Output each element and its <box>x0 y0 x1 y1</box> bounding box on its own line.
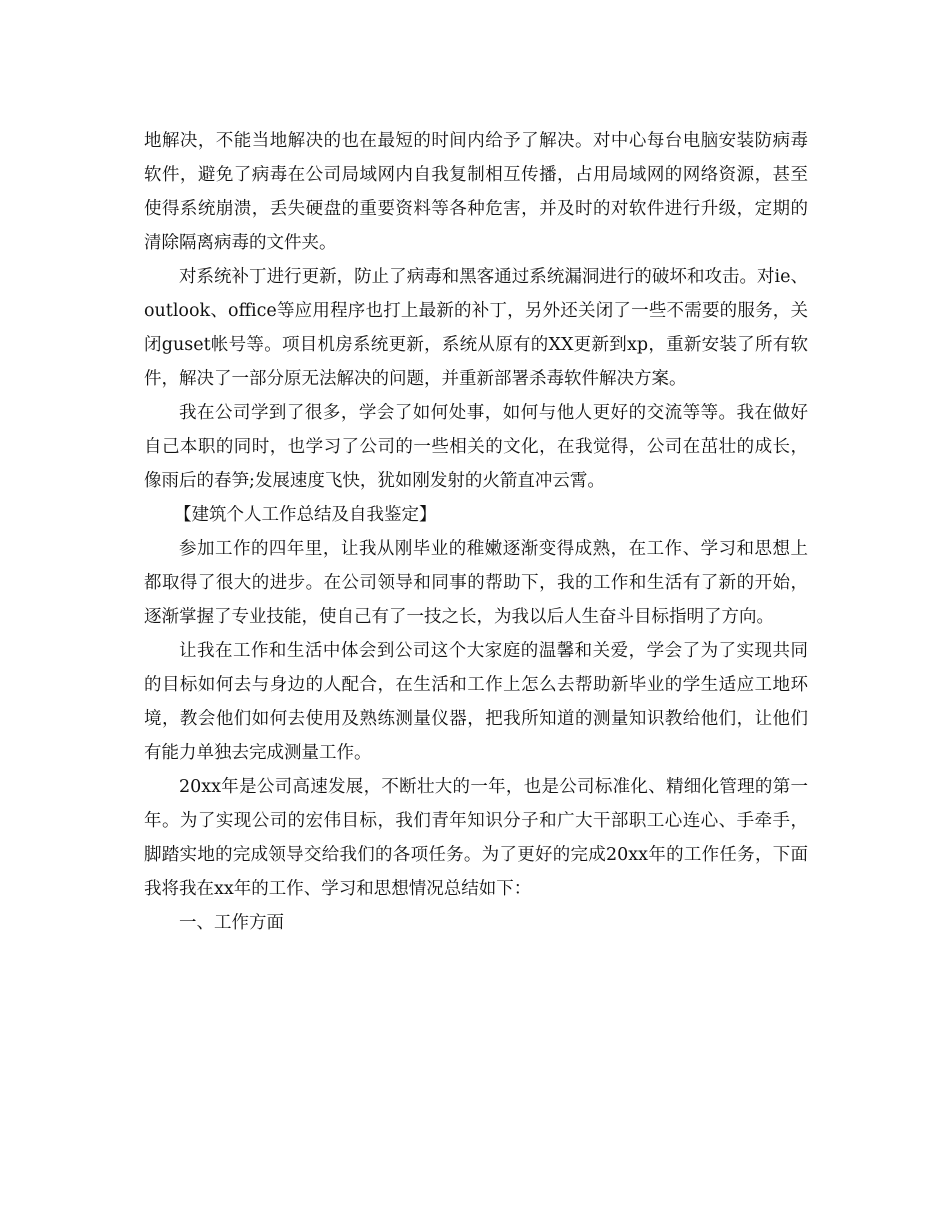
subsection-heading-work: 一、工作方面 <box>179 913 284 933</box>
paragraph-year-summary: 20xx年是公司高速发展，不断壮大的一年，也是公司标准化、精细化管理的第一年。为了实现公司的宏伟目标，我们青年知识分子和广大干部职工心连心、手牵手，脚踏实地的完成领导交给我们的各项任务。为了更好的完成20xx年的工作任务，下面我将我在xx年的工作、学习和思想情况总结如下： <box>144 777 808 899</box>
paragraph-antivirus: 地解决，不能当地解决的也在最短的时间内给予了解决。对中心每台电脑安装防病毒软件，避免了病毒在公司局域网内自我复制相互传播，占用局域网的网络资源，甚至使得系统崩溃，丢失硬盘的重要资料等各种危害，并及时的对软件进行升级，定期的清除隔离病毒的文件夹。 <box>144 131 808 253</box>
paragraph-four-years: 参加工作的四年里，让我从刚毕业的稚嫩逐渐变得成熟，在工作、学习和思想上都取得了很大的进步。在公司领导和同事的帮助下，我的工作和生活有了新的开始，逐渐掌握了专业技能，使自己有了一技之长，为我以后人生奋斗目标指明了方向。 <box>144 539 808 627</box>
section-heading: 【建筑个人工作总结及自我鉴定】 <box>174 505 437 525</box>
document-body <box>144 124 808 940</box>
paragraph-company-learning: 我在公司学到了很多，学会了如何处事，如何与他人更好的交流等等。我在做好自己本职的同时，也学习了公司的一些相关的文化，在我觉得，公司在茁壮的成长，像雨后的春笋;发展速度飞快，犹如刚发射的火箭直冲云霄。 <box>144 403 808 491</box>
paragraph-teamwork: 让我在工作和生活中体会到公司这个大家庭的温馨和关爱，学会了为了实现共同的目标如何去与身边的人配合，在生活和工作上怎么去帮助新毕业的学生适应工地环境，教会他们如何去使用及熟练测量仪器，把我所知道的测量知识教给他们，让他们有能力单独去完成测量工作。 <box>144 641 808 763</box>
paragraph-system-patch: 对系统补丁进行更新，防止了病毒和黑客通过系统漏洞进行的破坏和攻击。对ie、outlook、office等应用程序也打上最新的补丁，另外还关闭了一些不需要的服务，关闭guset帐号等。项目机房系统更新，系统从原有的XX更新到xp，重新安装了所有软件，解决了一部分原无法解决的问题，并重新部署杀毒软件解决方案。 <box>144 267 808 389</box>
